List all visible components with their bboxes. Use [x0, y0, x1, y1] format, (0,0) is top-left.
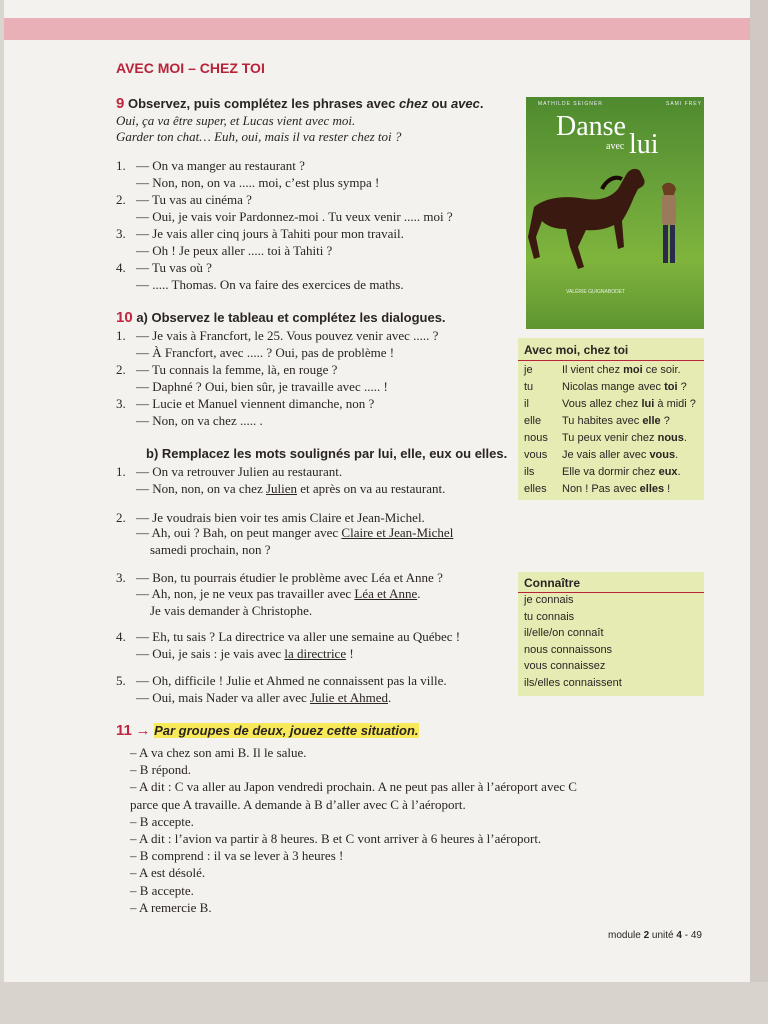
underlined-words: Léa et Anne — [354, 586, 418, 601]
pronoun: elle — [524, 415, 542, 427]
dialogue-line: — Non, on va chez ..... . — [136, 413, 263, 428]
dialogue-line: — Tu connais la femme, là, en rouge ? — [136, 362, 338, 377]
example-sentence: Tu habites avec elle ? — [562, 415, 670, 427]
box-divider — [518, 360, 704, 361]
example-sentence: Vous allez chez lui à midi ? — [562, 398, 696, 410]
exercise-9-instruction — [116, 95, 484, 112]
example-line: Oui, ça va être super, et Lucas vient avec moi. — [116, 113, 356, 128]
stressed-pronoun: eux — [658, 466, 678, 478]
example-sentence: Il vient chez moi ce soir. — [562, 364, 681, 376]
dialogue-line: — Ah, non, je ne veux pas travailler avec Léa et Anne. — [136, 586, 421, 601]
movie-poster — [526, 97, 704, 329]
dialogue-line: — Lucie et Manuel viennent dimanche, non ? — [136, 396, 375, 411]
dialogue-line: — Oui, mais Nader va aller avec Julie et Ahmed. — [136, 690, 392, 705]
arrow-icon: → — [135, 722, 151, 739]
footer-unit-number: 4 — [676, 930, 682, 941]
dialogue-line: — Daphné ? Oui, bien sûr, je travaille avec ..... ! — [136, 379, 388, 394]
item-number: 1. — [116, 158, 126, 173]
exercise-number: 9 — [116, 95, 125, 112]
footer-text: unité — [649, 930, 677, 941]
example-line: Garder ton chat… Euh, oui, mais il va rester chez toi ? — [116, 129, 402, 144]
situation-line: – B comprend : il va se lever à 3 heures ! — [130, 848, 344, 864]
page-edge-bottom — [0, 982, 768, 1024]
dialogue-line: — À Francfort, avec ..... ? Oui, pas de problème ! — [136, 345, 395, 360]
instruction-word: chez — [398, 96, 428, 111]
conjugation-row: je connais — [524, 594, 574, 606]
box-title: Connaître — [524, 576, 581, 590]
situation-line: – A va chez son ami B. Il le salue. — [130, 745, 307, 760]
dialogue-line: — Non, non, on va ..... moi, c’est plus sympa ! — [136, 175, 380, 190]
situation-line: – B accepte. — [130, 882, 194, 898]
pronoun: tu — [524, 381, 534, 393]
header-band — [4, 18, 750, 40]
dialogue-line: — Je voudrais bien voir tes amis Claire et Jean-Michel. — [136, 510, 425, 525]
situation-line: parce que A travaille. A demande à B d’aller avec C à l’aéroport. — [130, 796, 466, 812]
dialogue-line: — Bon, tu pourrais étudier le problème avec Léa et Anne ? — [136, 570, 443, 585]
poster-actor: SAMI FREY — [666, 101, 702, 107]
poster-title: lui — [629, 129, 659, 160]
situation-line: – A est désolé. — [130, 865, 206, 881]
exercise-number: 10 — [116, 309, 133, 326]
exercise-10b-instruction: b) Remplacez les mots soulignés par lui, elle, eux ou elles. — [146, 446, 508, 461]
conjugation-row: vous connaissez — [524, 660, 606, 672]
example-sentence: Non ! Pas avec elles ! — [562, 483, 671, 495]
pronoun: ils — [524, 466, 535, 478]
pronoun: vous — [524, 449, 548, 461]
item-number: 3. — [116, 396, 126, 411]
item-number: 2. — [116, 192, 126, 207]
pronoun: nous — [524, 432, 548, 444]
exercise-10-instruction — [116, 309, 446, 326]
instruction-text: a) Observez le tableau et complétez les dialogues. — [136, 310, 446, 325]
conjugation-row: tu connais — [524, 610, 575, 623]
dialogue-line: — Eh, tu sais ? La directrice va aller une semaine au Québec ! — [136, 629, 461, 644]
dialogue-line: — Tu vas au cinéma ? — [136, 192, 252, 207]
stressed-pronoun: moi — [623, 364, 643, 376]
conjugation-row: il/elle/on connaît — [524, 627, 604, 639]
situation-line: – A remercie B. — [130, 899, 212, 915]
dialogue-line: — Tu vas où ? — [136, 260, 212, 275]
example-sentence: Tu peux venir chez nous. — [562, 432, 687, 444]
exercise-number: 11 — [116, 722, 132, 739]
dialogue-line: — Je vais aller cinq jours à Tahiti pour mon travail. — [136, 226, 404, 241]
situation-line: – B accepte. — [130, 813, 194, 829]
underlined-words: Julie et Ahmed — [309, 690, 388, 705]
dialogue-line: — ..... Thomas. On va faire des exercices de maths. — [136, 277, 404, 292]
box-title: Avec moi, chez toi — [524, 343, 629, 357]
dialogue-line: — Oh, difficile ! Julie et Ahmed ne connaissent pas la ville. — [136, 673, 447, 688]
example-sentence: Je vais aller avec vous. — [562, 449, 679, 461]
instruction-text: Observez, puis complétez les phrases avec — [127, 96, 399, 111]
item-number: 3. — [116, 226, 126, 241]
dialogue-line: — On va manger au restaurant ? — [136, 158, 305, 173]
footer-module-number: 2 — [643, 930, 650, 941]
dialogue-line: — Oui, je sais : je vais avec la directrice ! — [136, 646, 354, 661]
poster-title: Danse — [556, 111, 626, 142]
instruction-text: ou — [427, 96, 451, 111]
page-footer — [608, 930, 702, 941]
underlined-words: la directrice — [284, 646, 347, 661]
stressed-pronoun: elle — [642, 415, 661, 427]
footer-text: module — [608, 930, 644, 941]
footer-page-number: - 49 — [681, 930, 702, 941]
item-number: 2. — [116, 510, 126, 525]
stressed-pronoun: lui — [641, 398, 655, 410]
conjugation-row: nous connaissons — [524, 643, 613, 656]
dialogue-line: — Oh ! Je peux aller ..... toi à Tahiti ? — [136, 243, 333, 258]
dialogue-line: — Je vais à Francfort, le 25. Vous pouvez venir avec ..... ? — [136, 328, 439, 343]
item-number: 1. — [116, 464, 126, 479]
grammar-box-connaitre — [518, 572, 704, 696]
pronoun: il — [524, 398, 529, 410]
item-number: 2. — [116, 362, 126, 377]
stressed-pronoun: elles — [639, 483, 665, 495]
dialogue-line: — On va retrouver Julien au restaurant. — [136, 464, 343, 479]
instruction-word: avec — [450, 96, 480, 111]
page-edge-right — [750, 0, 768, 1024]
dialogue-line: — Ah, oui ? Bah, on peut manger avec Claire et Jean-Michel — [136, 525, 454, 540]
dialogue-line: — Non, non, on va chez Julien et après on va au restaurant. — [136, 481, 446, 496]
pronoun: je — [524, 364, 533, 376]
situation-line: – A dit : C va aller au Japon vendredi prochain. A ne peut pas aller à l’aéroport avec C — [130, 779, 577, 795]
poster-director: VALÉRIE GUIGNABODET — [566, 289, 626, 295]
box-divider — [518, 592, 704, 593]
exercise-11-instruction — [116, 722, 419, 739]
stressed-pronoun: nous — [657, 432, 684, 444]
poster-title: avec — [606, 141, 625, 152]
item-number: 4. — [116, 629, 126, 644]
grammar-box-avec-moi — [518, 338, 704, 500]
dialogue-line: samedi prochain, non ? — [150, 542, 271, 557]
pronoun: elles — [524, 483, 547, 495]
section-title: AVEC MOI – CHEZ TOI — [116, 60, 265, 76]
dialogue-line: Je vais demander à Christophe. — [150, 603, 313, 618]
stressed-pronoun: vous — [649, 449, 676, 461]
conjugation-row: ils/elles connaissent — [524, 676, 622, 689]
example-sentence: Nicolas mange avec toi ? — [562, 381, 687, 393]
underlined-words: Claire et Jean-Michel — [341, 525, 454, 540]
dialogue-line: — Oui, je vais voir Pardonnez-moi . Tu veux venir ..... moi ? — [136, 209, 453, 224]
item-number: 3. — [116, 570, 126, 585]
example-sentence: Elle va dormir chez eux. — [562, 466, 681, 478]
instruction-text: . — [479, 96, 484, 111]
poster-actor: MATHILDE SEIGNER — [538, 101, 603, 107]
item-number: 5. — [116, 673, 126, 688]
situation-line: – B répond. — [130, 762, 192, 778]
item-number: 4. — [116, 260, 126, 275]
stressed-pronoun: toi — [664, 381, 678, 393]
underlined-words: Julien — [265, 481, 298, 496]
item-number: 1. — [116, 328, 126, 343]
instruction-text: Par groupes de deux, jouez cette situation. — [154, 723, 419, 738]
situation-line: – A dit : l’avion va partir à 8 heures. B et C vont arriver à 6 heures à l’aéroport. — [130, 831, 542, 846]
